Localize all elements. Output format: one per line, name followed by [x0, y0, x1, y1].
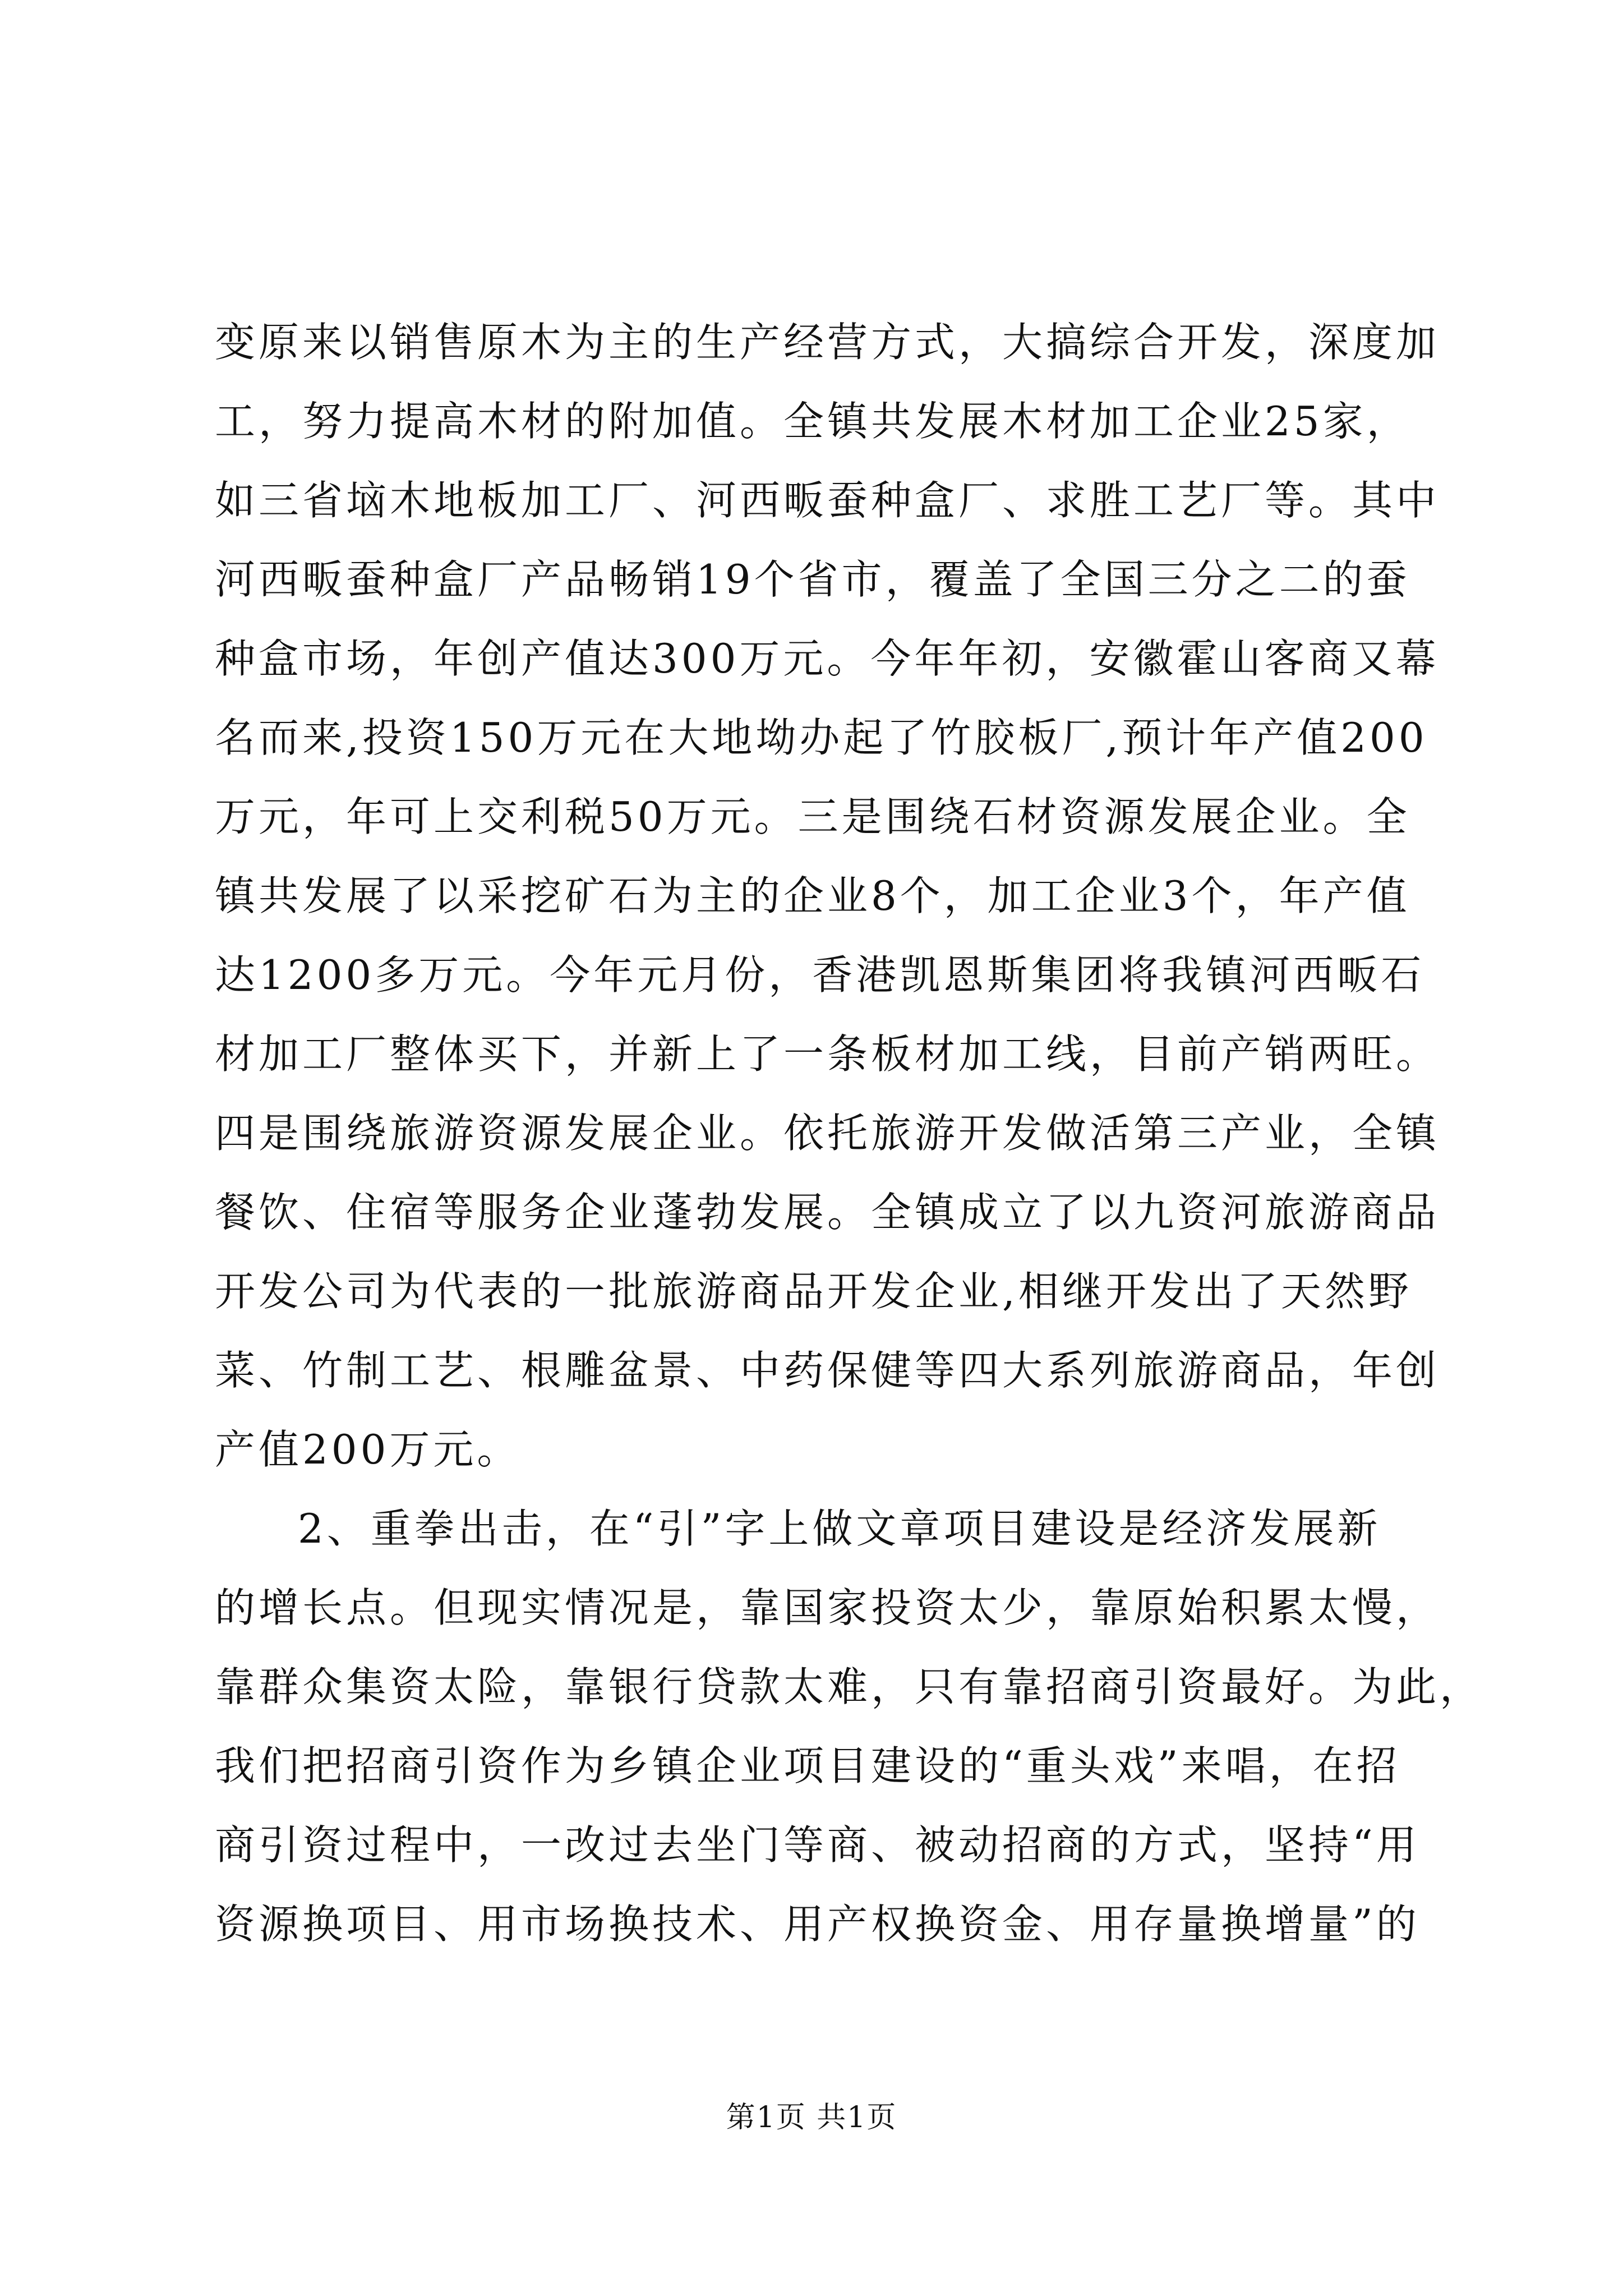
text-line: 开发公司为代表的一批旅游商品开发企业,相继开发出了天然野 — [215, 1268, 1412, 1315]
text-line: 材加工厂整体买下，并新上了一条板材加工线，目前产销两旺。 — [215, 1030, 1440, 1078]
text-line: 餐饮、住宿等服务企业蓬勃发展。全镇成立了以九资河旅游商品 — [215, 1189, 1440, 1236]
text-line: 靠群众集资太险，靠银行贷款太难，只有靠招商引资最好。为此， — [215, 1663, 1484, 1710]
page-footer: 第1页 共1页 — [726, 2101, 897, 2134]
text-line: 种盒市场，年创产值达300万元。今年年初，安徽霍山客商又幕 — [215, 635, 1440, 682]
text-line: 河西畈蚕种盒厂产品畅销19个省市，覆盖了全国三分之二的蚕 — [215, 556, 1410, 603]
text-line: 资源换项目、用市场换技术、用产权换资金、用存量换增量”的 — [215, 1901, 1420, 1948]
text-line: 名而来,投资150万元在大地坳办起了竹胶板厂,预计年产值200 — [215, 714, 1428, 761]
text-line: 变原来以销售原木为主的生产经营方式，大搞综合开发，深度加 — [215, 319, 1440, 366]
text-line: 工，努力提高木材的附加值。全镇共发展木材加工企业25家， — [215, 398, 1410, 445]
body-text — [215, 303, 1484, 1964]
text-line: 商引资过程中，一改过去坐门等商、被动招商的方式，坚持“用 — [215, 1821, 1420, 1869]
text-line: 产值200万元。 — [215, 1426, 521, 1473]
text-line: 我们把招商引资作为乡镇企业项目建设的“重头戏”来唱，在招 — [215, 1742, 1400, 1789]
text-line: 菜、竹制工艺、根雕盆景、中药保健等四大系列旅游商品，年创 — [215, 1347, 1440, 1394]
text-line: 达1200多万元。今年元月份，香港凯恩斯集团将我镇河西畈石 — [215, 951, 1425, 999]
text-line: 镇共发展了以采挖矿石为主的企业8个，加工企业3个，年产值 — [215, 872, 1410, 919]
text-line: 的增长点。但现实情况是，靠国家投资太少，靠原始积累太慢， — [215, 1584, 1440, 1631]
text-line: 四是围绕旅游资源发展企业。依托旅游开发做活第三产业，全镇 — [215, 1110, 1440, 1157]
paragraph-start-line: 2、重拳出击，在“引”字上做文章项目建设是经济发展新 — [298, 1505, 1381, 1552]
text-line: 如三省垴木地板加工厂、河西畈蚕种盒厂、求胜工艺厂等。其中 — [215, 477, 1440, 524]
text-line: 万元，年可上交利税50万元。三是围绕石材资源发展企业。全 — [215, 793, 1410, 840]
